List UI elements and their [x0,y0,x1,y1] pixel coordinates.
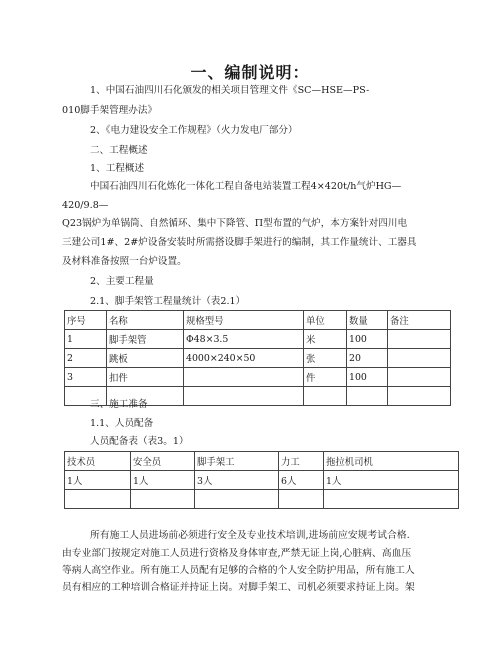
basis-item-2: 2、《电力建设安全工作规程》（火力发电厂部分） [90,125,298,136]
project-description-line-5: 及材料准备按照一台炉设置。 [62,256,187,267]
table-cell [279,490,324,509]
staff-table-caption: 人员配备表（表3。1） [90,436,189,447]
table-header-cell: 序号 [65,311,107,330]
table-row [65,349,451,368]
table-cell: 6人 [279,471,324,490]
section-2-sub-2: 2、主要工程量 [90,276,154,287]
table-cell: 4000×240×50 [184,349,304,368]
table-cell [347,387,388,406]
section-3-sub-1: 1.1、人员配备 [90,418,154,429]
table-cell: 3 [65,368,107,387]
basis-item-1-line-2: 010脚手架管理办法》 [62,105,158,116]
paragraph-line-4: 员有相应的工种培训合格证并持证上岗。对脚手架工、司机必须要求持证上岗。架 [62,582,415,593]
table-cell: 1人 [324,471,459,490]
table-cell [388,349,451,368]
table-cell [131,490,195,509]
table-cell: 件 [304,368,347,387]
page-title: 一、编制说明： [190,63,310,82]
table-row [65,490,459,509]
staff-table [64,451,459,509]
table-cell [324,490,459,509]
paragraph-line-2: 由专业部门按规定对施工人员进行资格及身体审查,严禁无证上岗,心脏病、高血压 [62,548,412,559]
table-header-cell: 规格型号 [184,311,304,330]
table-cell: 1人 [65,471,131,490]
paragraph-line-3: 等病人高空作业。所有施工人员配有足够的合格的个人安全防护用品，所有施工人 [62,565,415,576]
table-header-cell: 脚手架工 [195,452,279,471]
table-cell [184,368,304,387]
quantity-table [64,310,451,406]
table-row [65,471,459,490]
table-cell: 米 [304,330,347,349]
section-3-heading: 三、施工准备 [90,399,148,410]
quantity-table-header-row [65,311,451,330]
project-description-line-1: 中国石油四川石化炼化一体化工程自备电站装置工程4×420t/h气炉HG— [90,181,402,192]
table-row [65,368,451,387]
table-cell: 20 [347,349,388,368]
table-cell: Φ48×3.5 [184,330,304,349]
section-2-heading: 二、工程概述 [90,145,148,156]
table-cell: 跳板 [107,349,184,368]
staff-table-header-row [65,452,459,471]
basis-item-1-line-1: 1、中国石油四川石化颁发的相关项目管理文件《SC—HSE—PS- [90,85,370,96]
table-row [65,330,451,349]
quantity-table-caption: 2.1、脚手架管工程量统计（表2.1） [90,296,246,307]
table-cell [304,387,347,406]
personnel-paragraph-cont [62,545,462,596]
table-cell [388,387,451,406]
table-cell: 脚手架管 [107,330,184,349]
table-cell [388,330,451,349]
personnel-paragraph [90,527,490,544]
table-header-cell: 单位 [304,311,347,330]
table-cell: 2 [65,349,107,368]
table-cell [184,387,304,406]
table-header-cell: 名称 [107,311,184,330]
table-header-cell: 技术员 [65,452,131,471]
paragraph-line-1: 所有施工人员进场前必须进行安全及专业技术培训,进场前应安规考试合格. [90,530,410,541]
table-cell: 张 [304,349,347,368]
table-cell: 1人 [131,471,195,490]
table-cell [195,490,279,509]
project-description-line-3: Q23锅炉为单锅筒、自然循环、集中下降管、Π型布置的气炉，本方案针对四川电 [62,218,408,229]
project-description-line-4: 三建公司1#、2#炉设备安装时所需搭设脚手架进行的编制，其工作量统计、工器具 [62,237,417,248]
table-header-cell: 安全员 [131,452,195,471]
table-header-cell: 备注 [388,311,451,330]
table-cell [388,368,451,387]
table-cell: 100 [347,330,388,349]
table-cell [65,490,131,509]
table-header-cell: 拖拉机司机 [324,452,459,471]
table-header-cell: 数量 [347,311,388,330]
table-cell: 100 [347,368,388,387]
table-cell: 扣件 [107,368,184,387]
table-cell: 3人 [195,471,279,490]
table-cell: 1 [65,330,107,349]
table-header-cell: 力工 [279,452,324,471]
section-2-sub-1: 1、工程概述 [90,163,145,174]
project-description-line-2: 420/9.8— [62,200,109,211]
